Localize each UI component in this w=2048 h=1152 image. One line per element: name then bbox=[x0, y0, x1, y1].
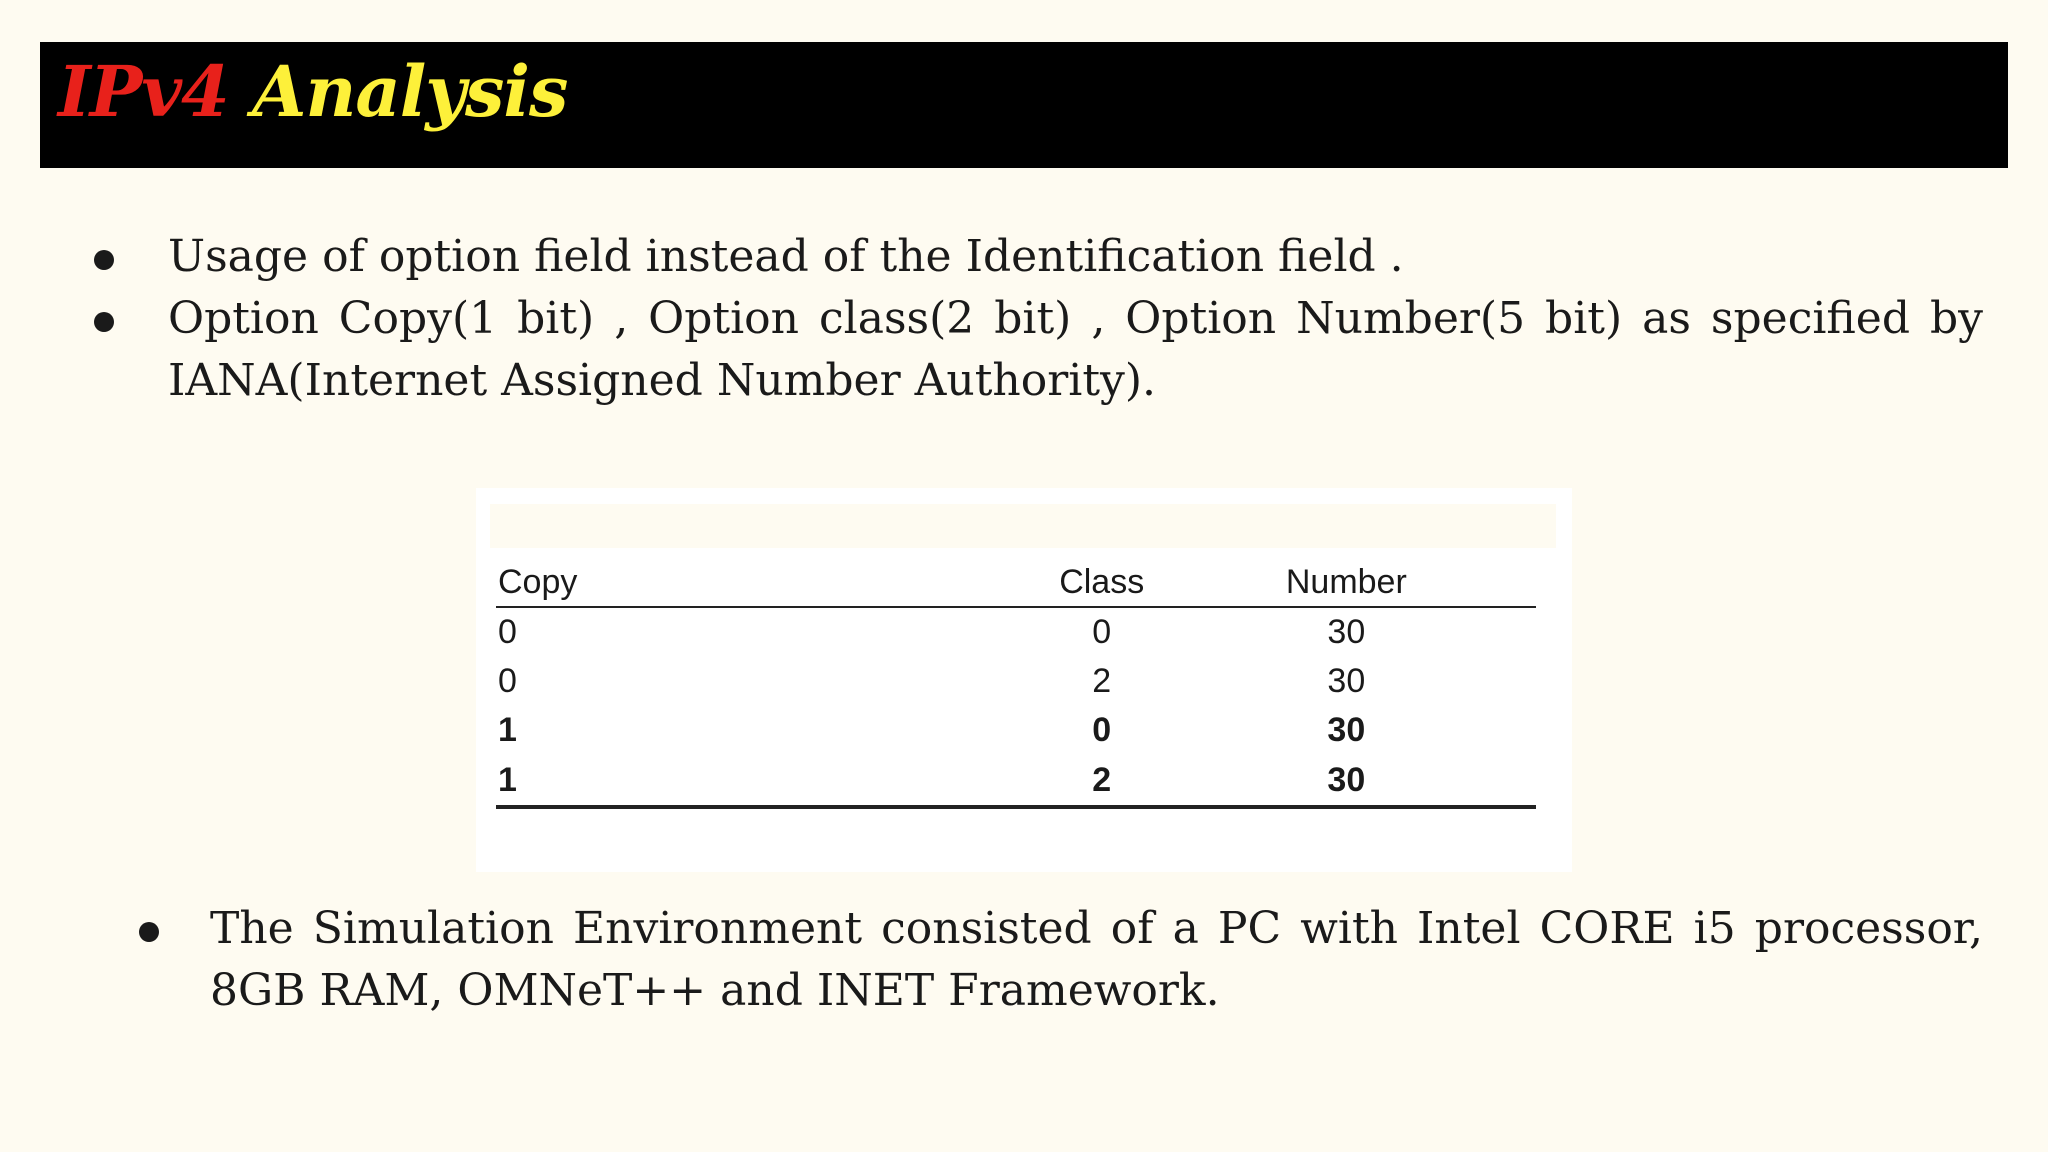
table-row bbox=[496, 607, 1536, 657]
header-spacer bbox=[877, 550, 1047, 607]
table-row bbox=[496, 706, 1536, 755]
cell-copy: 1 bbox=[496, 755, 877, 807]
cell-number: 30 bbox=[1327, 711, 1366, 749]
cell-class: 0 bbox=[1092, 711, 1112, 749]
option-table-image bbox=[476, 488, 1572, 872]
option-table bbox=[496, 550, 1536, 809]
bullet-dot-icon bbox=[94, 250, 114, 270]
cell-class: 0 bbox=[1092, 613, 1112, 651]
cell-copy: 0 bbox=[498, 662, 517, 700]
header-number: Number bbox=[1157, 550, 1536, 607]
header-copy: Copy bbox=[496, 550, 877, 607]
cell-number: 30 bbox=[1157, 755, 1536, 807]
cell-number: 30 bbox=[1327, 613, 1366, 651]
bullet-dot-icon bbox=[94, 312, 114, 332]
title-analysis: Analysis bbox=[252, 50, 568, 133]
table-row bbox=[496, 755, 1536, 807]
cell-number: 30 bbox=[1327, 662, 1366, 700]
bullet-option-field: Usage of option field instead of the Identification field . bbox=[168, 231, 1404, 282]
title-bar bbox=[40, 42, 2008, 168]
bullet-option-bits: Option Copy(1 bit) , Option class(2 bit) , Option Number(5 bit) as specified by IANA(Internet Assigned Number Authority). bbox=[168, 293, 1983, 406]
page-title bbox=[58, 48, 567, 136]
cell-class: 2 bbox=[1092, 662, 1112, 700]
cell-copy: 1 bbox=[498, 711, 517, 749]
cell-copy: 0 bbox=[498, 613, 517, 651]
table-row bbox=[496, 657, 1536, 706]
header-class: Class bbox=[1047, 550, 1157, 607]
cell-class: 2 bbox=[1047, 755, 1157, 807]
title-ipv4: IPv4 bbox=[58, 50, 229, 133]
bullet-simulation-env: The Simulation Environment consisted of a PC with Intel CORE i5 processor, 8GB RAM, OMNeT++ and INET Framework. bbox=[210, 903, 1983, 1016]
bullet-dot-icon bbox=[139, 922, 159, 942]
table-header-row bbox=[496, 550, 1536, 607]
table-top-band bbox=[490, 504, 1556, 548]
